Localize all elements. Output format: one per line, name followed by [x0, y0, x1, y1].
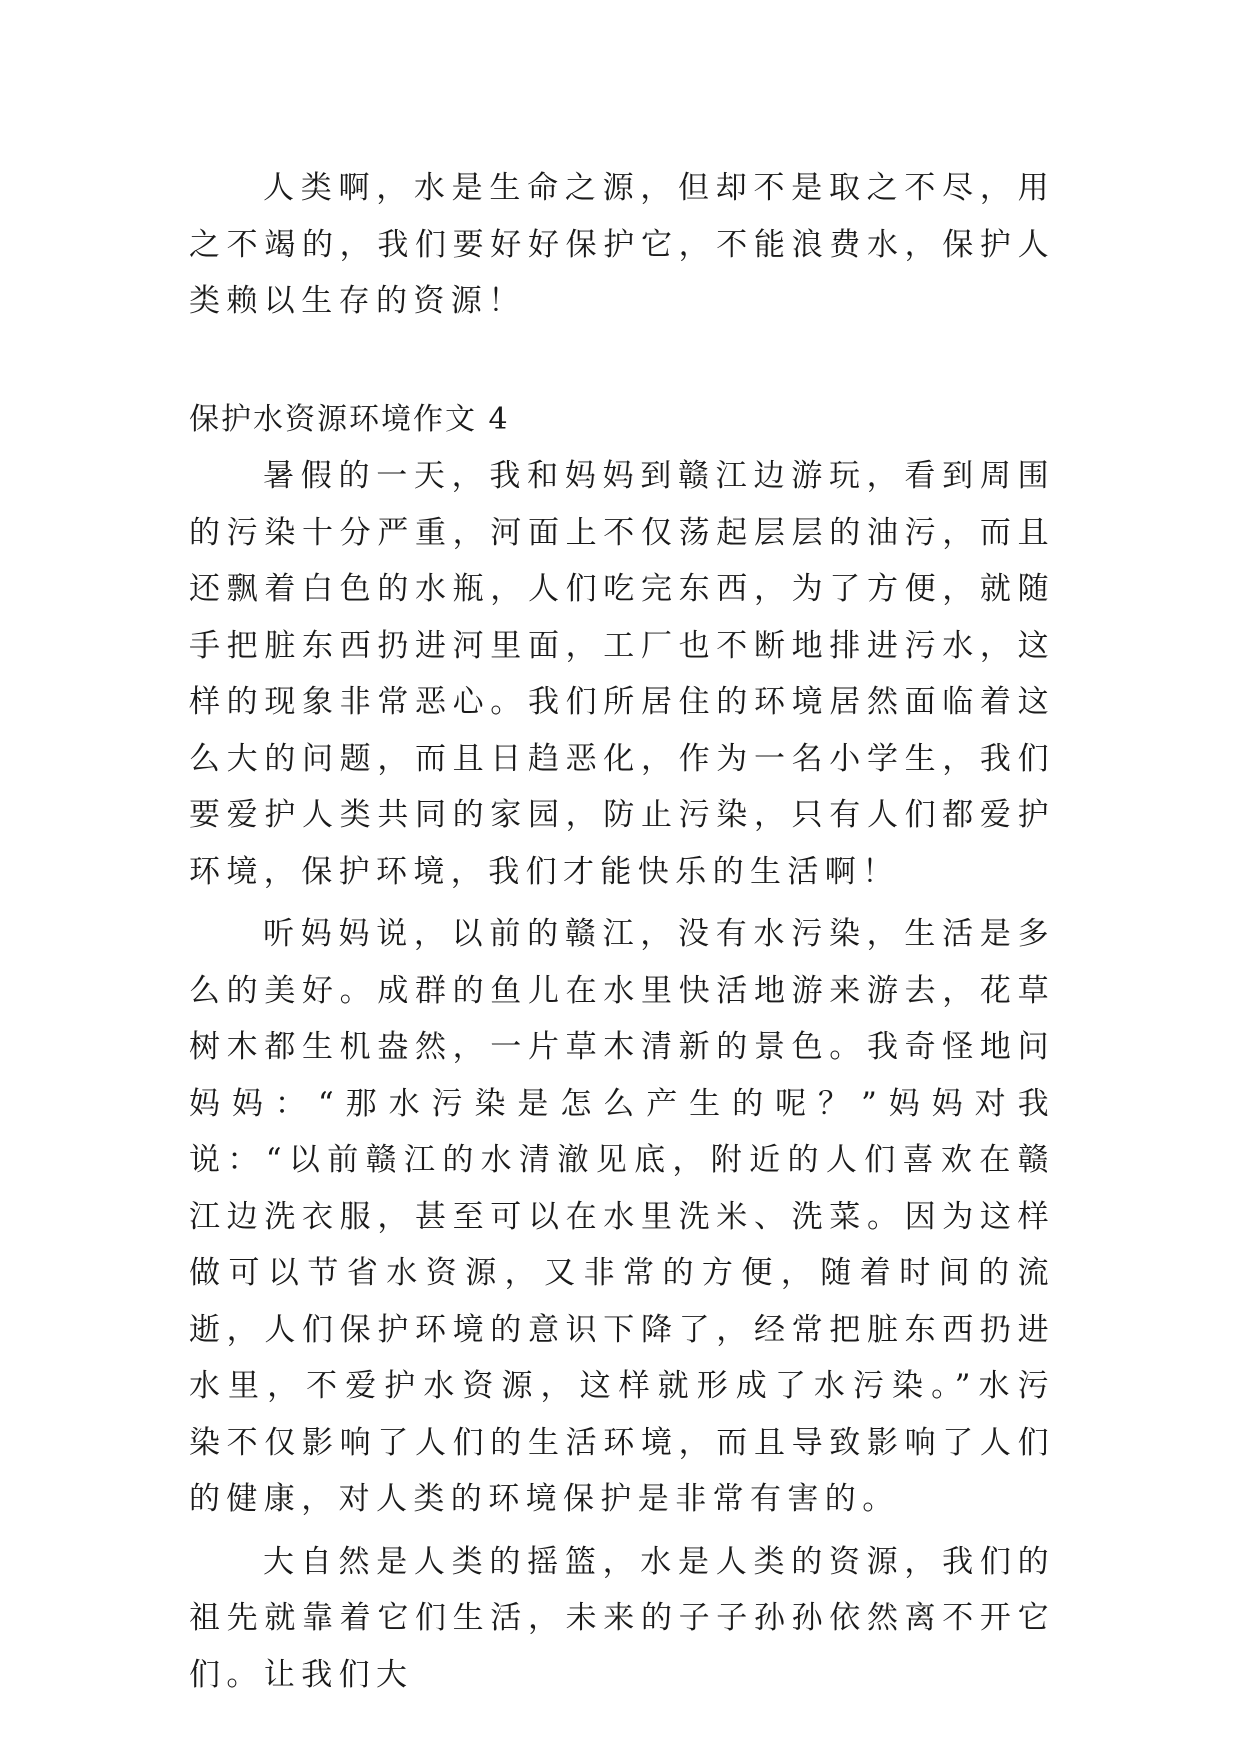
section-title: 保护水资源环境作文 4	[189, 401, 510, 437]
intro-paragraph: 人类啊，水是生命之源，但却不是取之不尽，用之不竭的，我们要好好保护它，不能浪费水，保护人类赖以生存的资源！	[189, 170, 1055, 319]
paragraph-2: 听妈妈说，以前的赣江，没有水污染，生活是多么的美好。成群的鱼儿在水里快活地游来游去，花草树木都生机盎然，一片草木清新的景色。我奇怪地问妈妈：“那水污染是怎么产生的呢？”妈妈对我说：“以前赣江的水清澈见底，附近的人们喜欢在赣江边洗衣服，甚至可以在水里洗米、洗菜。因为这样做可以节省水资源，又非常的方便，随着时间的流逝，人们保护环境的意识下降了，经常把脏东西扔进水里，不爱护水资源，这样就形成了水污染。”水污染不仅影响了人们的生活环境，而且导致影响了人们的健康，对人类的环境保护是非常有害的。	[189, 916, 1055, 1517]
document-body	[189, 160, 1055, 1703]
paragraph-1: 暑假的一天，我和妈妈到赣江边游玩，看到周围的污染十分严重，河面上不仅荡起层层的油污，而且还飘着白色的水瓶，人们吃完东西，为了方便，就随手把脏东西扔进河里面，工厂也不断地排进污水，这样的现象非常恶心。我们所居住的环境居然面临着这么大的问题，而且日趋恶化，作为一名小学生，我们要爱护人类共同的家园，防止污染，只有人们都爱护环境，保护环境，我们才能快乐的生活啊！	[189, 458, 1055, 890]
paragraph-3: 大自然是人类的摇篮，水是人类的资源，我们的祖先就靠着它们生活，未来的子子孙孙依然离不开它们。让我们大	[189, 1543, 1055, 1693]
